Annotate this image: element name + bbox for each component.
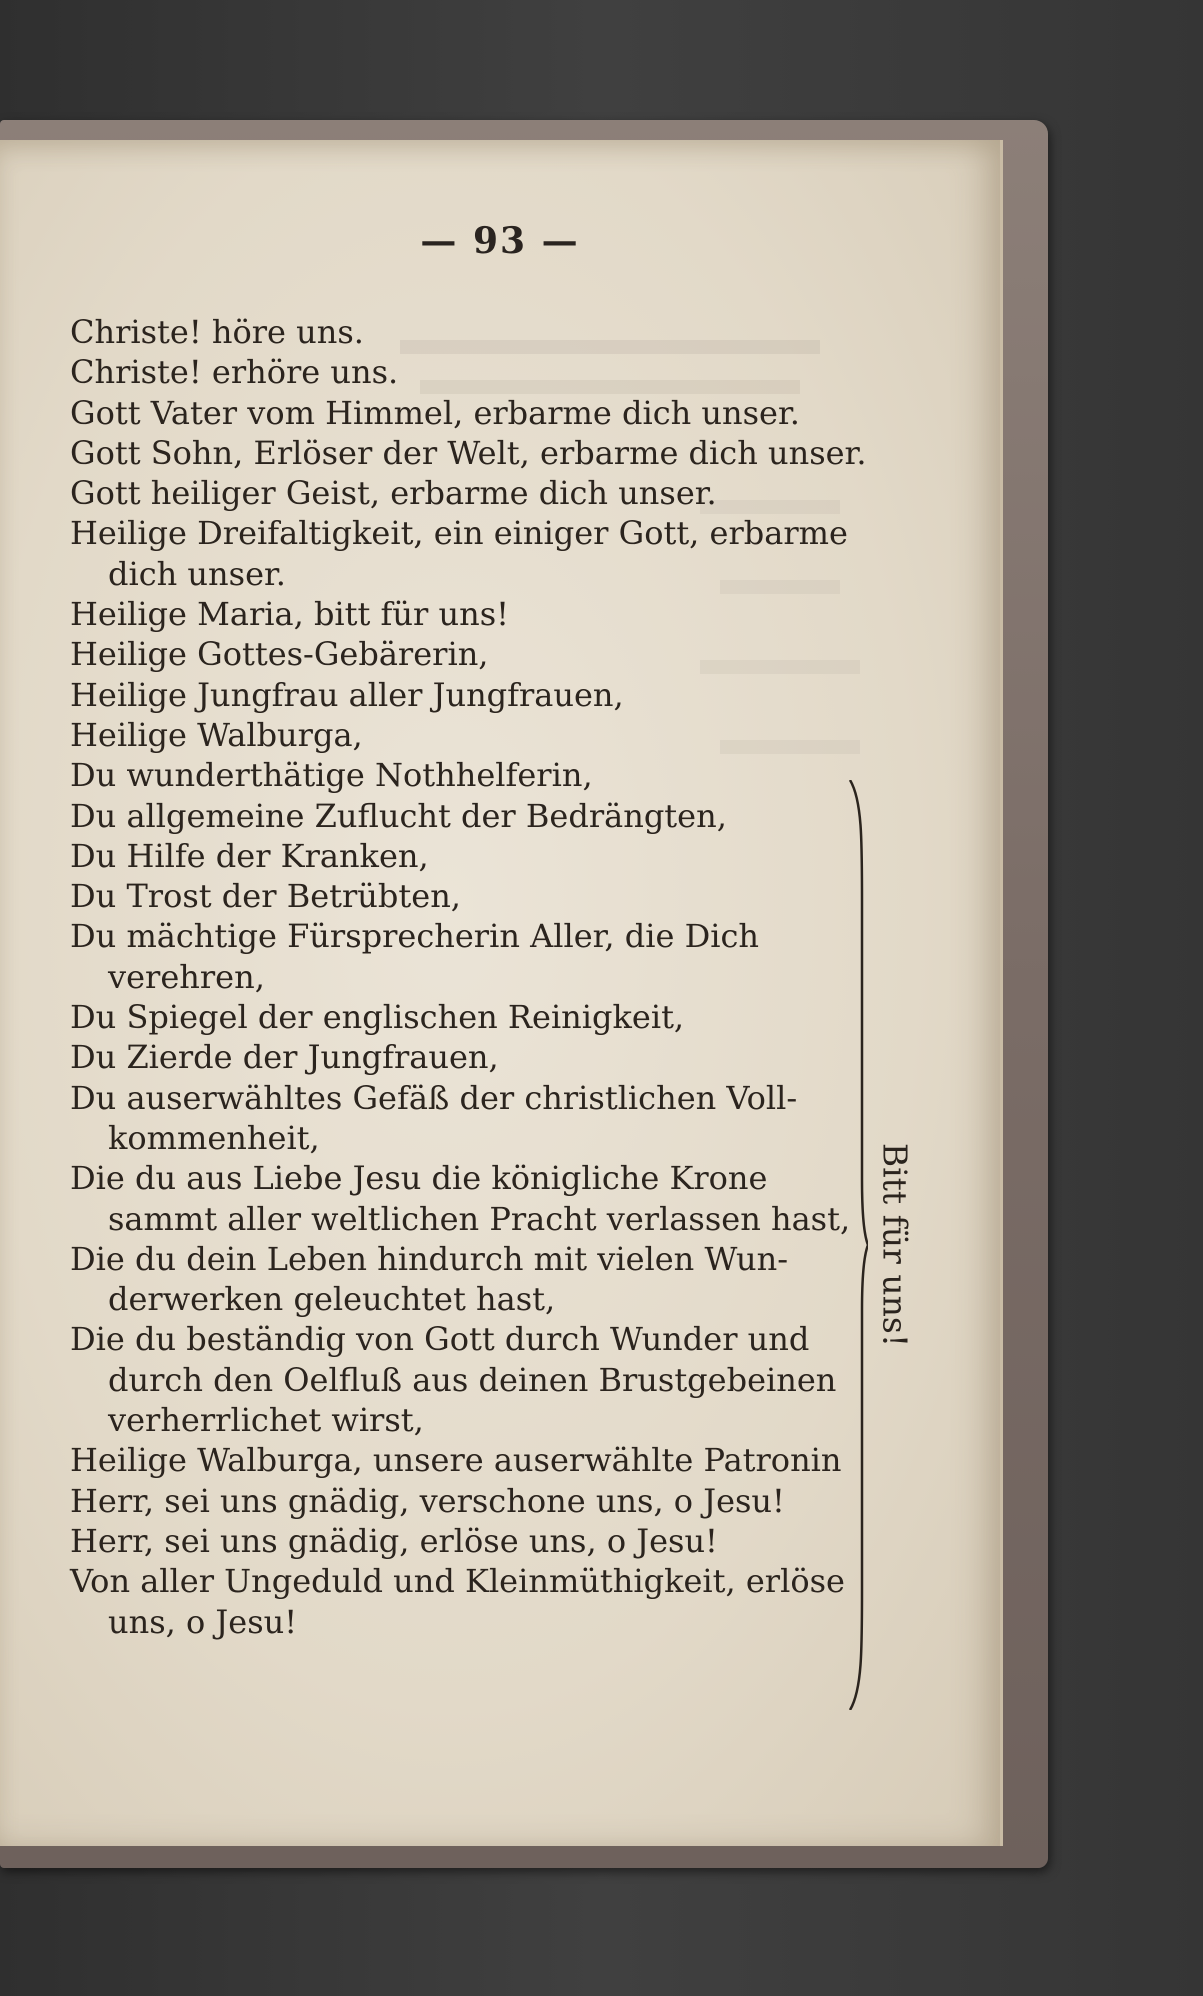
text-line: Heilige Gottes-Gebärerin,	[70, 635, 489, 674]
text-line: Gott Vater vom Himmel, erbarme dich unser.	[70, 393, 800, 432]
text-line: Du Zierde der Jungfrauen,	[70, 1038, 499, 1077]
text-line: Heilige Walburga,	[70, 715, 363, 754]
text-line: verherrlichet wirst,	[108, 1401, 424, 1440]
text-line: Gott heiliger Geist, erbarme dich unser.	[70, 474, 717, 513]
text-line: Die du beständig von Gott durch Wunder und	[70, 1320, 810, 1359]
text-line: Heilige Jungfrau aller Jungfrauen,	[70, 675, 624, 714]
text-line: Die du dein Leben hindurch mit vielen Wun-	[70, 1239, 789, 1278]
text-line: Du Spiegel der englischen Reinigkeit,	[70, 998, 685, 1037]
page-number: — 93 —	[420, 220, 580, 262]
text-line: durch den Oelfluß aus deinen Brustgebeinen	[108, 1360, 837, 1399]
text-line: Herr, sei uns gnädig, verschone uns, o Jesu!	[70, 1481, 785, 1520]
text-line: Du Hilfe der Kranken,	[70, 836, 429, 875]
text-line: Heilige Dreifaltigkeit, ein einiger Gott, erbarme	[70, 514, 848, 553]
text-line: Du mächtige Fürsprecherin Aller, die Dich	[70, 917, 759, 956]
book-page	[0, 140, 1003, 1846]
text-line: uns, o Jesu!	[108, 1602, 298, 1641]
text-line: Gott Sohn, Erlöser der Welt, erbarme dich unser.	[70, 433, 867, 472]
text-line: kommenheit,	[108, 1118, 320, 1157]
text-line: Heilige Maria, bitt für uns!	[70, 595, 509, 634]
text-line: Du allgemeine Zuflucht der Bedrängten,	[70, 796, 727, 835]
curly-brace	[848, 780, 868, 1710]
text-line: dich unser.	[108, 554, 286, 593]
text-line: Christe! erhöre uns.	[70, 353, 399, 392]
response-side-label: Bitt für uns!	[875, 1142, 915, 1348]
text-line: Von aller Ungeduld und Kleinmüthigkeit, erlöse	[70, 1562, 845, 1601]
text-line: Heilige Walburga, unsere auserwählte Patronin	[70, 1441, 842, 1480]
text-line: Christe! höre uns.	[70, 313, 364, 351]
text-line: verehren,	[108, 957, 265, 996]
text-line: Du Trost der Betrübten,	[70, 877, 461, 916]
text-line: sammt aller weltlichen Pracht verlassen hast,	[108, 1199, 851, 1238]
text-line: Du auserwähltes Gefäß der christlichen Voll-	[70, 1078, 798, 1117]
text-line: Herr, sei uns gnädig, erlöse uns, o Jesu!	[70, 1521, 718, 1560]
text-line: Die du aus Liebe Jesu die königliche Krone	[70, 1159, 768, 1198]
text-line: Du wunderthätige Nothhelferin,	[70, 756, 593, 795]
text-line: derwerken geleuchtet hast,	[108, 1280, 556, 1319]
litany-text	[70, 312, 900, 1642]
